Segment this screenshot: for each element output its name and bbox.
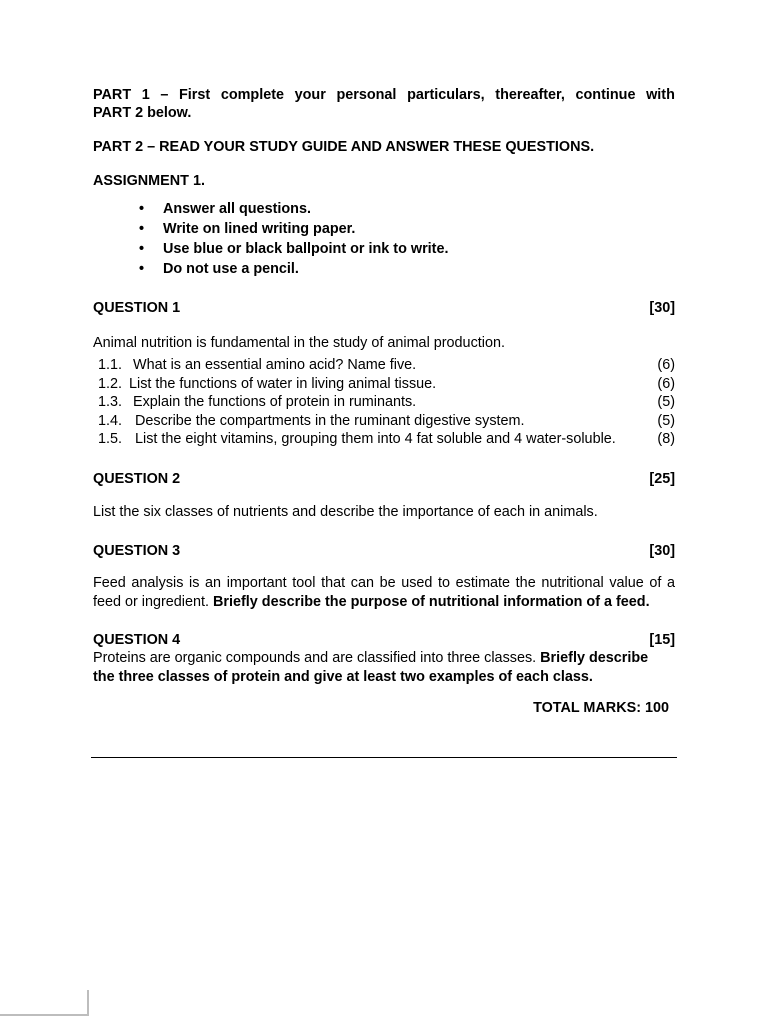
question-3-header [93, 542, 675, 560]
sub-question [93, 375, 675, 394]
instructions-list [93, 199, 675, 279]
sub-question-number: 1.3. [98, 394, 123, 410]
assignment-page [93, 86, 675, 717]
bullet-icon: • [139, 221, 145, 237]
question-title: QUESTION 1 [93, 300, 181, 316]
sub-question-marks: (5) [657, 412, 675, 429]
part1-word: personal [336, 87, 397, 103]
question-task: Briefly describe the three classes of protein and give at least two examples of each class. [93, 649, 649, 685]
part1-word: thereafter, [495, 87, 565, 103]
question-task: Briefly describe the purpose of nutritional information of a feed. [213, 594, 650, 610]
part1-word: with [646, 87, 675, 103]
question-title: QUESTION 3 [93, 542, 181, 559]
bullet-icon: • [139, 201, 145, 217]
sub-question-number: 1.2. [98, 375, 123, 392]
question-text: Feed analysis is an important tool that can be used to estimate the nutritional value of a feed or ingredient. [93, 574, 675, 610]
assignment-title: ASSIGNMENT 1. [93, 173, 205, 189]
list-item: • Write on lined writing paper. [139, 221, 356, 237]
question-marks: [25] [649, 470, 675, 487]
question-1-intro: Animal nutrition is fundamental in the study of animal production. [93, 335, 505, 351]
sub-question-marks: (6) [657, 357, 675, 373]
question-title: QUESTION 4 [93, 631, 181, 648]
sub-question-text: What is an essential amino acid? Name five. [133, 357, 417, 373]
question-4-header [93, 631, 675, 649]
question-3-text [93, 574, 675, 613]
question-text: Proteins are organic compounds and are classified into three classes. [93, 649, 537, 666]
list-item: • Answer all questions. [139, 201, 311, 217]
part1-word: PART [93, 87, 132, 103]
question-2-text: List the six classes of nutrients and describe the importance of each in animals. [93, 503, 598, 520]
question-marks: [30] [649, 300, 675, 316]
divider-line [91, 757, 677, 758]
sub-question-number: 1.1. [98, 357, 123, 373]
sub-question-text: Explain the functions of protein in ruminants. [133, 394, 417, 410]
list-item: • Use blue or black ballpoint or ink to write. [139, 241, 449, 257]
part1-line1 [93, 86, 675, 104]
bullet-icon: • [139, 261, 145, 277]
sub-question-marks: (5) [657, 394, 675, 410]
part1-word: – [160, 87, 169, 103]
question-4-text [93, 649, 675, 688]
part1-line2: PART 2 below. [93, 105, 192, 121]
question-title: QUESTION 2 [93, 470, 181, 487]
part1-word: complete [220, 87, 285, 103]
question-marks: [30] [649, 542, 675, 559]
part1-word: continue [575, 87, 636, 103]
sub-question [93, 356, 675, 375]
sub-question-text: List the functions of water in living animal tissue. [129, 375, 437, 392]
sub-question-number: 1.4. [98, 412, 123, 429]
bullet-icon: • [139, 241, 145, 257]
sub-question-marks: (6) [657, 375, 675, 392]
part2-instruction: PART 2 – READ YOUR STUDY GUIDE AND ANSWER THESE QUESTIONS. [93, 139, 595, 155]
page-corner-mark [0, 990, 89, 1016]
question-1-items [93, 356, 675, 449]
sub-question [93, 412, 675, 431]
total-marks: TOTAL MARKS: 100 [533, 699, 669, 716]
sub-question-text: List the eight vitamins, grouping them into 4 fat soluble and 4 water-soluble. [135, 431, 616, 447]
part1-word: First [179, 87, 211, 103]
part1-word: particulars, [407, 87, 485, 103]
question-2-header [93, 470, 675, 488]
sub-question [93, 393, 675, 412]
sub-question-number: 1.5. [98, 431, 123, 447]
sub-question-marks: (8) [657, 431, 675, 447]
question-1-header [93, 299, 675, 317]
part1-word: your [294, 87, 326, 103]
part1-instruction [93, 86, 675, 122]
part1-word: 1 [141, 87, 150, 103]
list-item: • Do not use a pencil. [139, 261, 299, 277]
sub-question [93, 430, 675, 449]
sub-question-text: Describe the compartments in the ruminant digestive system. [135, 412, 525, 429]
question-marks: [15] [649, 631, 675, 648]
